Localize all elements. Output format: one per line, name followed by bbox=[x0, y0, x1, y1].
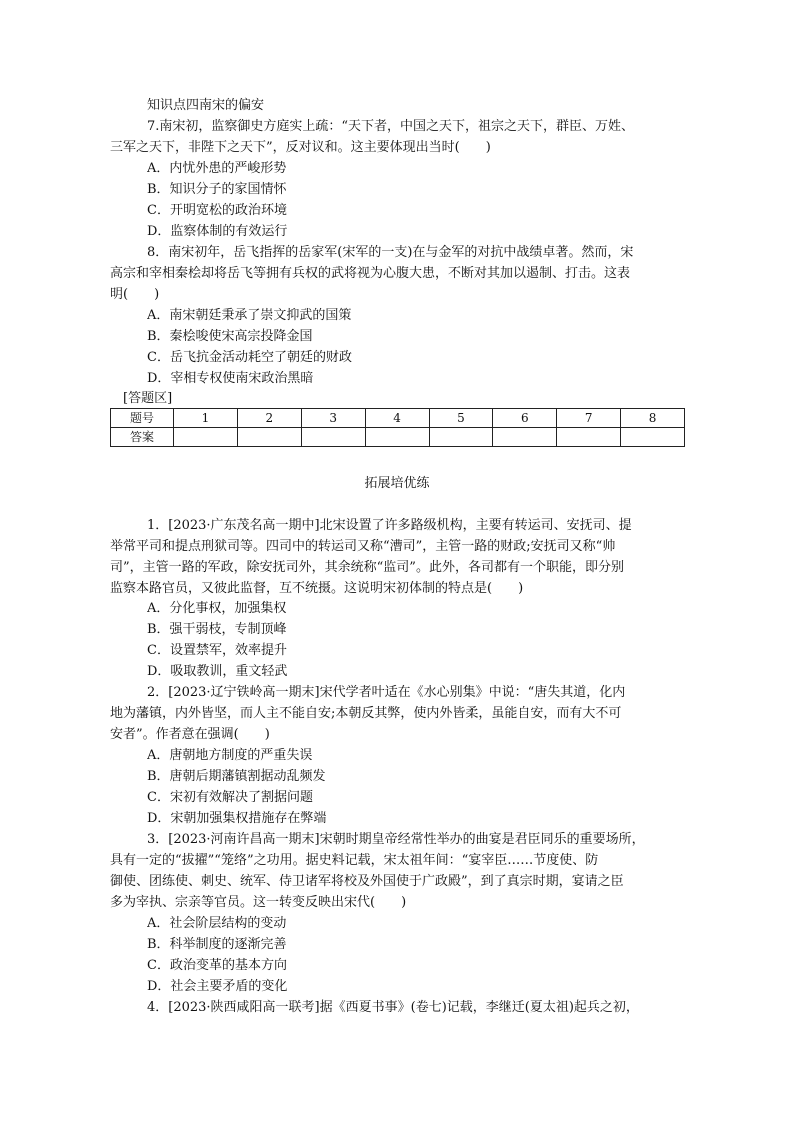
number-header-cell: 题号 bbox=[111, 409, 174, 428]
answer-table bbox=[110, 408, 685, 447]
ext-q2-text-line-3: 安者”。作者意在强调( ) bbox=[110, 727, 270, 742]
ext-q1-text-line-2: 举常平司和提点刑狱司等。四司中的转运司又称“漕司”，主管一路的财政;安抚司又称“帅 bbox=[110, 539, 616, 554]
ext-q3-text-line-2: 具有一定的“拔擢”“笼络”之功用。据史料记载，宋太祖年间：“宴宰臣……节度使、防 bbox=[110, 853, 599, 868]
answer-cell[interactable] bbox=[174, 428, 238, 447]
q7-text-line-1: 7.南宋初，监察御史方庭实上疏：“天下者，中国之天下，祖宗之天下，群臣、万姓、 bbox=[147, 119, 635, 134]
answer-table-number-row bbox=[111, 409, 685, 428]
q8-text-line-1: 8．南宋初年，岳飞指挥的岳家军(宋军的一支)在与金军的对抗中战绩卓著。然而，宋 bbox=[147, 245, 634, 260]
ext-q1-text-line-1: 1．[2023·广东茂名高一期中]北宋设置了许多路级机构，主要有转运司、安抚司、提 bbox=[147, 518, 632, 533]
ext-q1-option-a: A．分化事权，加强集权 bbox=[147, 601, 287, 616]
answer-area-label: [答题区] bbox=[123, 391, 173, 406]
answer-table-answer-row bbox=[111, 428, 685, 447]
q7-option-a: A．内忧外患的严峻形势 bbox=[147, 161, 287, 176]
ext-q4-text-line-1: 4．[2023·陕西咸阳高一联考]据《西夏书事》(卷七)记载，李继迁(夏太祖)起兵之初， bbox=[147, 1000, 639, 1015]
answer-cell[interactable] bbox=[301, 428, 365, 447]
q7-text-line-2: 三军之天下，非陛下之天下”，反对议和。这主要体现出当时( ) bbox=[110, 140, 491, 155]
answer-cell[interactable] bbox=[365, 428, 429, 447]
section-title: 拓展培优练 bbox=[364, 476, 430, 491]
ext-q2-text-line-1: 2．[2023·辽宁铁岭高一期末]宋代学者叶适在《水心别集》中说：“唐失其道，化内 bbox=[147, 685, 626, 700]
ext-q3-option-a: A．社会阶层结构的变动 bbox=[147, 916, 287, 931]
number-cell: 5 bbox=[429, 409, 493, 428]
q7-option-c: C．开明宽松的政治环境 bbox=[147, 203, 287, 218]
q8-option-d: D．宰相专权使南宋政治黑暗 bbox=[147, 371, 314, 386]
answer-cell[interactable] bbox=[557, 428, 621, 447]
q7-option-b: B．知识分子的家国情怀 bbox=[147, 182, 287, 197]
ext-q1-option-c: C．设置禁军，效率提升 bbox=[147, 643, 287, 658]
number-cell: 3 bbox=[301, 409, 365, 428]
ext-q2-option-d: D．宋朝加强集权措施存在弊端 bbox=[147, 811, 327, 826]
q8-text-line-2: 高宗和宰相秦桧却将岳飞等拥有兵权的武将视为心腹大患，不断对其加以遏制、打击。这表 bbox=[110, 266, 631, 281]
ext-q3-option-b: B．科举制度的逐渐完善 bbox=[147, 937, 287, 952]
q8-option-a: A．南宋朝廷秉承了崇文抑武的国策 bbox=[147, 308, 352, 323]
ext-q1-option-b: B．强干弱枝，专制顶峰 bbox=[147, 622, 287, 637]
ext-q3-text-line-1: 3．[2023·河南许昌高一期末]宋朝时期皇帝经常性举办的曲宴是君臣同乐的重要场所， bbox=[147, 832, 645, 847]
q8-option-c: C．岳飞抗金活动耗空了朝廷的财政 bbox=[147, 350, 352, 365]
section-heading: 知识点四南宋的偏安 bbox=[147, 98, 265, 113]
ext-q1-option-d: D．吸取教训，重文轻武 bbox=[147, 664, 288, 679]
q7-option-d: D．监察体制的有效运行 bbox=[147, 224, 288, 239]
answer-header-cell: 答案 bbox=[111, 428, 174, 447]
ext-q2-option-a: A．唐朝地方制度的严重失误 bbox=[147, 748, 313, 763]
ext-q3-option-c: C．政治变革的基本方向 bbox=[147, 958, 287, 973]
number-cell: 1 bbox=[174, 409, 238, 428]
ext-q1-text-line-4: 监察本路官员，又彼此监督，互不统摄。这说明宋初体制的特点是( ) bbox=[110, 581, 524, 596]
ext-q1-text-line-3: 司”，主管一路的军政，除安抚司外，其余统称“监司”。此外，各司都有一个职能，即分别 bbox=[110, 560, 624, 575]
ext-q2-option-c: C．宋初有效解决了割据问题 bbox=[147, 790, 313, 805]
number-cell: 4 bbox=[365, 409, 429, 428]
number-cell: 7 bbox=[557, 409, 621, 428]
q8-text-line-3: 明( ) bbox=[110, 287, 160, 302]
number-cell: 6 bbox=[493, 409, 557, 428]
number-cell: 2 bbox=[237, 409, 301, 428]
ext-q2-text-line-2: 地为藩镇，内外皆坚，而人主不能自安;本朝反其弊，使内外皆柔，虽能自安，而有大不可 bbox=[110, 706, 622, 721]
number-cell: 8 bbox=[621, 409, 685, 428]
answer-cell[interactable] bbox=[429, 428, 493, 447]
ext-q3-text-line-3: 御使、团练使、刺史、统军、侍卫诸军将校及外国使于广政殿”，到了真宗时期，宴请之臣 bbox=[110, 874, 624, 889]
ext-q3-text-line-4: 多为宰执、宗亲等官员。这一转变反映出宋代( ) bbox=[110, 895, 407, 910]
ext-q3-option-d: D．社会主要矛盾的变化 bbox=[147, 979, 288, 994]
answer-cell[interactable] bbox=[493, 428, 557, 447]
answer-cell[interactable] bbox=[237, 428, 301, 447]
ext-q2-option-b: B．唐朝后期藩镇割据动乱频发 bbox=[147, 769, 326, 784]
answer-cell[interactable] bbox=[621, 428, 685, 447]
q8-option-b: B．秦桧唆使宋高宗投降金国 bbox=[147, 329, 313, 344]
